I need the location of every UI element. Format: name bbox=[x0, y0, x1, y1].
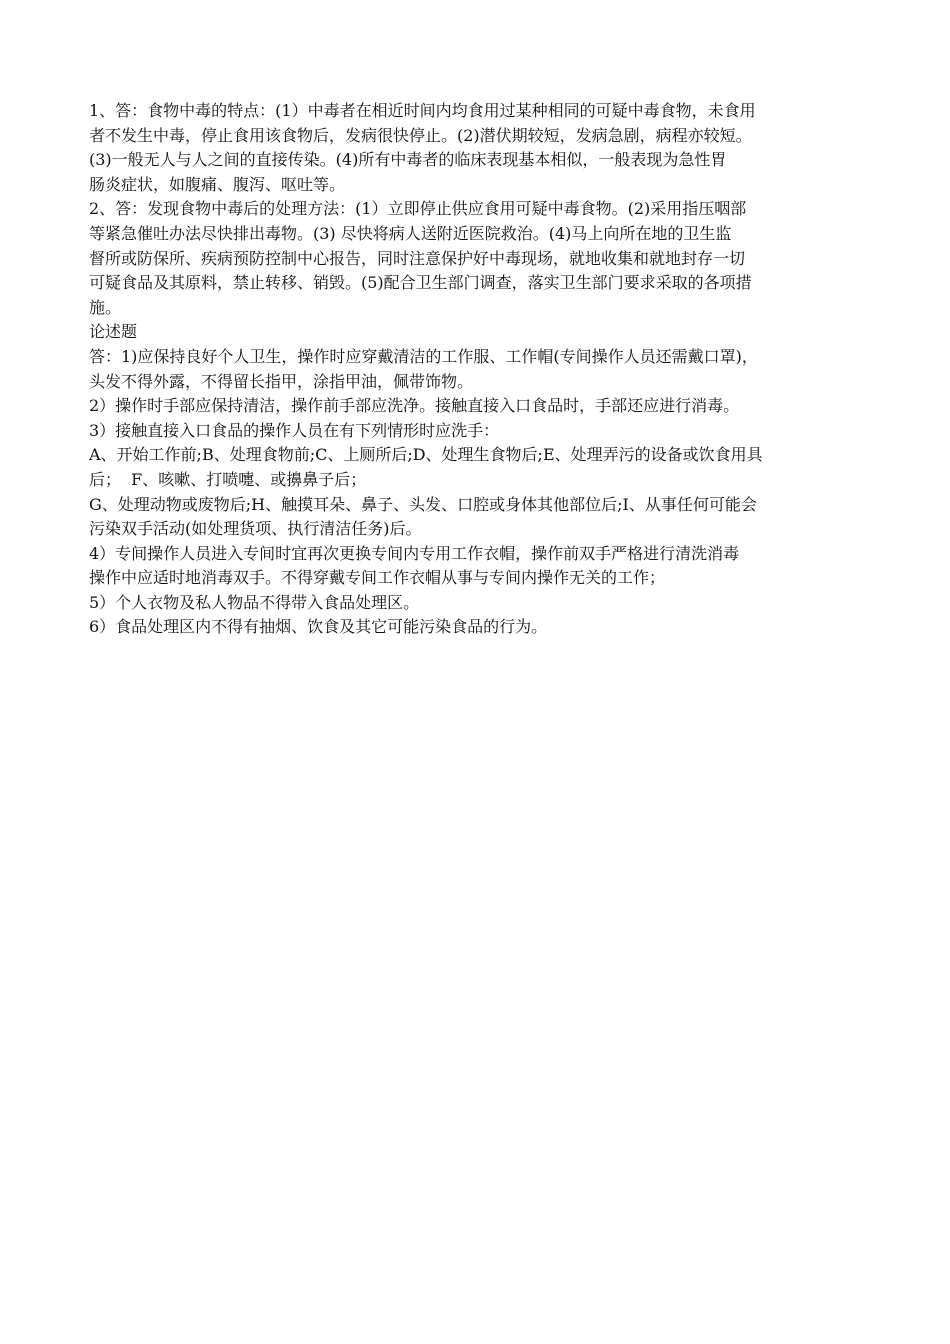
essay-item-3-list-line-2: 后； F、咳嗽、打喷嚏、或擤鼻子后； bbox=[89, 469, 367, 489]
essay-item-3-list-line-1: A、开始工作前;B、处理食物前;C、上厕所后;D、处理生食物后;E、处理弄污的设备或饮食用具 bbox=[89, 445, 763, 465]
essay-item-3-list-line-4: 污染双手活动(如处理货项、执行清洁任务)后。 bbox=[89, 519, 422, 539]
answer-2-line-3: 督所或防保所、疾病预防控制中心报告，同时注意保护好中毒现场，就地收集和就地封存一切 bbox=[89, 248, 746, 268]
answer-1-line-2: 者不发生中毒，停止食用该食物后，发病很快停止。(2)潜伏期较短，发病急剧，病程亦较短。 bbox=[89, 125, 752, 145]
answer-1-line-1: 1、答：食物中毒的特点：(1）中毒者在相近时间内均食用过某种相同的可疑中毒食物，未食用 bbox=[89, 101, 756, 120]
essay-item-6: 6）食品处理区内不得有抽烟、饮食及其它可能污染食品的行为。 bbox=[89, 617, 548, 637]
document-body bbox=[89, 99, 879, 640]
answer-2-line-5: 施。 bbox=[89, 297, 122, 317]
essay-item-4-line-1: 4）专间操作人员进入专间时宜再次更换专间内专用工作衣帽，操作前双手严格进行清洗消毒 bbox=[89, 543, 740, 563]
answer-1-line-3: (3)一般无人与人之间的直接传染。(4)所有中毒者的临床表现基本相似，一般表现为急性胃 bbox=[89, 150, 727, 170]
essay-item-2: 2）操作时手部应保持清洁，操作前手部应洗净。接触直接入口食品时，手部还应进行消毒。 bbox=[89, 396, 740, 416]
essay-item-4-line-2: 操作中应适时地消毒双手。不得穿戴专间工作衣帽从事与专间内操作无关的工作； bbox=[89, 568, 666, 588]
answer-2-line-1: 2、答：发现食物中毒后的处理方法：(1）立即停止供应食用可疑中毒食物。(2)采用指压咽部 bbox=[89, 199, 747, 219]
essay-item-5: 5）个人衣物及私人物品不得带入食品处理区。 bbox=[89, 592, 420, 612]
answer-1-line-4: 肠炎症状，如腹痛、腹泻、呕吐等。 bbox=[89, 174, 346, 194]
essay-answer-line-1: 答：1)应保持良好个人卫生，操作时应穿戴清洁的工作服、工作帽(专间操作人员还需戴口罩)， bbox=[89, 346, 758, 366]
answer-2-line-2: 等紧急催吐办法尽快排出毒物。(3) 尽快将病人送附近医院救治。(4)马上向所在地的卫生监 bbox=[89, 223, 732, 243]
essay-item-3: 3）接触直接入口食品的操作人员在有下列情形时应洗手： bbox=[89, 420, 500, 440]
essay-item-3-list-line-3: G、处理动物或废物后;H、触摸耳朵、鼻子、头发、口腔或身体其他部位后;I、从事任何可能会 bbox=[89, 494, 757, 514]
section-heading-essay: 论述题 bbox=[89, 322, 138, 342]
essay-answer-line-2: 头发不得外露，不得留长指甲，涂指甲油，佩带饰物。 bbox=[89, 371, 474, 391]
answer-2-line-4: 可疑食品及其原料，禁止转移、销毁。(5)配合卫生部门调查，落实卫生部门要求采取的各项措 bbox=[89, 273, 752, 293]
